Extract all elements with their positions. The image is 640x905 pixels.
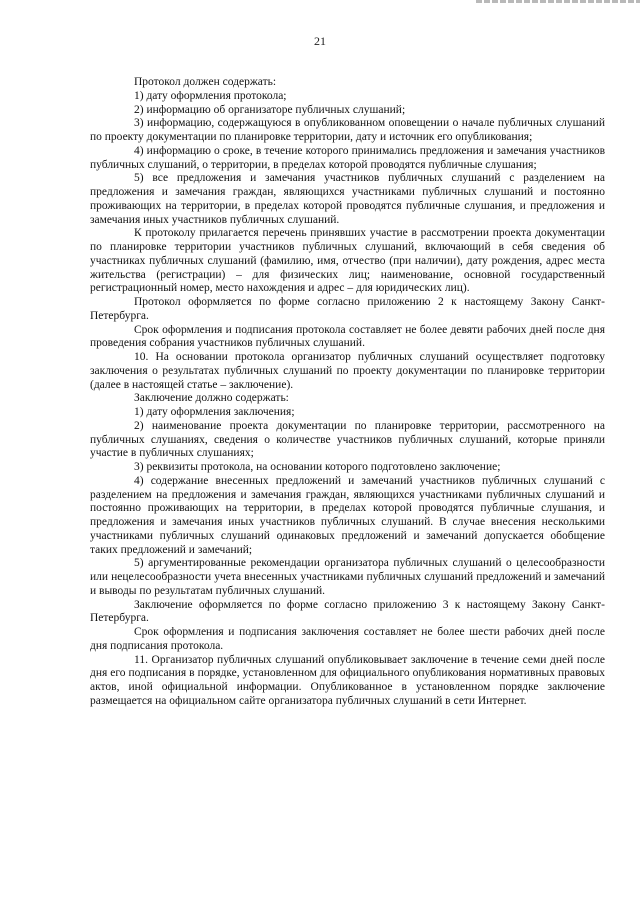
body-text xyxy=(90,76,605,709)
paragraph-protocol-item-2: 2) информацию об организаторе публичных слушаний; xyxy=(134,103,406,116)
paragraph-protocol-deadline: Срок оформления и подписания протокола составляет не более девяти рабочих дней после дня проведения собрания участников публичных слушаний. xyxy=(90,323,605,350)
paragraph-protocol-item-3: 3) информацию, содержащуюся в опубликованном оповещении о начале публичных слушаний по проекту документации по планировке территории, дату и источник его опубликования; xyxy=(90,117,605,143)
page-number: 21 xyxy=(314,34,326,48)
paragraph-protocol-item-5: 5) все предложения и замечания участников публичных слушаний с разделением на предложения и замечания граждан, являющихся участниками публичных слушаний и постоянно проживающих на территории, в пределах которой проводятся публичные слушания, и предложения и замечания иных участников публичных слушаний. xyxy=(90,172,605,226)
paragraph-protocol-item-1: 1) дату оформления протокола; xyxy=(134,89,287,102)
paragraph-conclusion-item-4: 4) содержание внесенных предложений и замечаний участников публичных слушаний с разделением на предложения и замечания граждан, являющихся участниками публичных слушаний и постоянно проживающих на территории, в пределах которой проводятся публичные слушания, и предложения и замечания иных участников публичных слушаний. В случае внесения несколькими участниками публичных слушаний одинаковых предложений и замечаний допускается обобщение таких предложений и замечаний; xyxy=(90,474,605,556)
paragraph-section-11: 11. Организатор публичных слушаний опубликовывает заключение в течение семи дней после дня его подписания в порядке, установленном для официального опубликования нормативных правовых актов, иной официальной информации. Опубликованное в установленном порядке заключение размещается на официальном сайте организатора публичных слушаний в сети Интернет. xyxy=(90,653,605,707)
paragraph-conclusion-item-5: 5) аргументированные рекомендации организатора публичных слушаний о целесообразности или нецелесообразности учета внесенных участниками публичных слушаний предложений и замечаний и выводы по результатам публичных слушаний. xyxy=(90,557,605,597)
paragraph-conclusion-item-3: 3) реквизиты протокола, на основании которого подготовлено заключение; xyxy=(134,461,501,473)
paragraph-conclusion-deadline: Срок оформления и подписания заключения составляет не более шести рабочих дней после дня подписания протокола. xyxy=(90,626,605,652)
paragraph-protocol-contents-intro: Протокол должен содержать: xyxy=(134,76,277,88)
paragraph-section-10: 10. На основании протокола организатор публичных слушаний осуществляет подготовку заключения о результатах публичных слушаний по проекту документации по планировке территории (далее в настоящей статье – заключение). xyxy=(90,351,605,391)
paragraph-conclusion-item-1: 1) дату оформления заключения; xyxy=(134,406,295,418)
paragraph-protocol-item-4: 4) информацию о сроке, в течение которого принимались предложения и замечания участников публичных слушаний, о территории, в пределах которой проводятся публичные слушания; xyxy=(90,144,605,171)
paragraph-conclusion-item-2: 2) наименование проекта документации по планировке территории, рассмотренного на публичных слушаниях, сведения о количестве участников публичных слушаний, которые приняли участие в публичных слушаниях; xyxy=(90,419,605,460)
paragraph-participants-list: К протоколу прилагается перечень принявших участие в рассмотрении проекта документации по планировке территории участников публичных слушаний, включающий в себя сведения об участниках публичных слушаний (фамилию, имя, отчество (при наличии), дату рождения, адрес места жительства (регистрации) – для физических лиц; наименование, основной государственный регистрационный номер, место нахождения и адрес – для юридических лиц). xyxy=(90,227,605,295)
paragraph-conclusion-form: Заключение оформляется по форме согласно приложению 3 к настоящему Закону Санкт-Петербурга. xyxy=(90,598,605,625)
scan-edge-mark xyxy=(476,0,640,3)
paragraph-conclusion-contents-intro: Заключение должно содержать: xyxy=(134,392,289,405)
paragraph-protocol-form: Протокол оформляется по форме согласно приложению 2 к настоящему Закону Санкт-Петербурга. xyxy=(90,296,605,322)
